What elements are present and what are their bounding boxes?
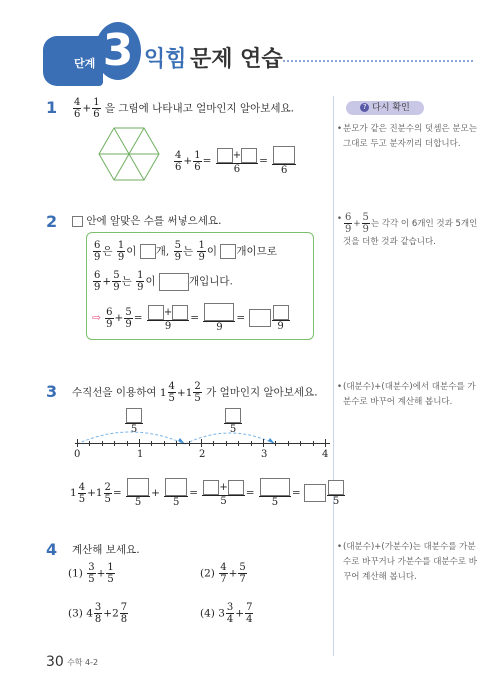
number-line-tick xyxy=(251,441,252,446)
number-line-tick xyxy=(201,439,202,447)
number-line-tick xyxy=(164,441,165,446)
tip-4: • (대분수)+(가분수)는 대분수를 가분수로 바꾸거나 가분수를 대분수로 바꾸어 계산해 봅니다. xyxy=(343,540,483,585)
tick-label-1: 1 xyxy=(137,449,144,460)
tip-3: • (대분수)+(대분수)에서 대분수를 가분수로 바꾸어 계산해 봅니다. xyxy=(343,380,483,410)
number-line-tick xyxy=(89,441,90,446)
number-line-tick xyxy=(313,441,314,446)
number-line-tick xyxy=(288,441,289,446)
number-line-tick xyxy=(189,441,190,446)
number-line-tick xyxy=(275,441,276,446)
question-2-line-2: $\frac{6}{9}$ + $\frac{5}{9}$ 는 $\frac{1}{9}$ 이 개입니다. xyxy=(94,270,233,293)
arrow-icon: ⇨ xyxy=(92,312,101,324)
answer-box[interactable] xyxy=(220,244,236,259)
number-line-tick xyxy=(213,441,214,446)
question-2-label: 안에 알맞은 수를 써넣으세요. xyxy=(86,215,222,227)
page-number: 30 xyxy=(46,654,64,670)
question-1-label: 을 그림에 나타내고 얼마인지 알아보세요. xyxy=(104,102,295,115)
stage-number: 3 xyxy=(95,22,141,80)
question-2-text xyxy=(72,213,221,228)
question-3-number: 3 xyxy=(46,382,58,401)
arc-label-2: 5 xyxy=(223,408,243,435)
question-4-text: 계산해 보세요. xyxy=(72,544,140,556)
tip-1: • 분모가 같은 진분수의 덧셈은 분모는 그대로 두고 분자끼리 더합니다. xyxy=(343,122,483,152)
number-line-tick xyxy=(127,441,128,446)
tip-2-text: 는 각각 이 6개인 것과 5개인 것을 더한 것과 같습니다. xyxy=(343,219,478,247)
tick-label-0: 0 xyxy=(74,449,81,460)
arc-label-1: 5 xyxy=(124,408,144,435)
question-1-number: 1 xyxy=(46,98,58,117)
number-line-tick xyxy=(77,439,78,447)
hexagon-figure xyxy=(98,126,160,182)
answer-box[interactable] xyxy=(159,273,189,291)
number-line-tick xyxy=(139,439,140,447)
stage-label: 단계 xyxy=(74,57,96,70)
question-2-number: 2 xyxy=(46,212,58,231)
tick-label-2: 2 xyxy=(199,449,206,460)
problem-4: (4) 3 $\frac{3}{4}$ + $\frac{7}{4}$ xyxy=(200,602,253,625)
tip-2: • $\frac{6}{9}$ + $\frac{5}{9}$ 는 각각 이 6개인 것과 5개인 것을 더한 것과 같습니다. xyxy=(343,212,483,250)
number-line-tick xyxy=(176,441,177,446)
title-rest: 문제 연습 xyxy=(190,47,283,72)
jump-arrows xyxy=(75,418,295,446)
tick-label-3: 3 xyxy=(261,449,268,460)
number-line-tick xyxy=(300,441,301,446)
question-1-expression: $\frac{4}{6}$ + $\frac{1}{6}$ = $\frac{+}{6}$ = 6 xyxy=(173,146,297,176)
question-3-text: 수직선을 이용하여 1 $\frac{4}{5}$ +1 $\frac{2}{5}$ 가 얼마인지 알아보세요. xyxy=(72,381,318,404)
question-4-number: 4 xyxy=(46,540,58,559)
answer-box[interactable] xyxy=(140,244,156,259)
check-label: 다시 확인 xyxy=(372,103,410,113)
number-line-tick xyxy=(238,441,239,446)
title-highlight: 익힘 xyxy=(144,47,187,72)
number-line-tick xyxy=(263,439,264,447)
question-1-text: $\frac{4}{6}$ + $\frac{1}{6}$ 을 그림에 나타내고 얼마인지 알아보세요. xyxy=(74,97,295,120)
number-line-tick xyxy=(151,441,152,446)
title-divider xyxy=(283,60,473,62)
number-line-tick xyxy=(114,441,115,446)
problem-1: (1) $\frac{3}{5}$ + $\frac{1}{5}$ xyxy=(68,562,114,585)
number-line-tick xyxy=(325,439,326,447)
tick-label-4: 4 xyxy=(322,449,329,460)
number-line-tick xyxy=(226,441,227,446)
footer-subject: 수학 4-2 xyxy=(67,658,99,667)
question-2-line-1: $\frac{6}{9}$ 은 $\frac{1}{9}$ 이 개, $\frac{5}{9}$ 는 $\frac{1}{9}$ 이 개이므로 xyxy=(94,240,277,263)
question-2-line-3: ⇨ $\frac{6}{9}$ + $\frac{5}{9}$ = $\frac{+}{9}$ = 9 = 9 xyxy=(92,303,291,333)
sidebar-divider xyxy=(333,96,334,656)
question-3-expression: 1 $\frac{4}{5}$ +1 $\frac{2}{5}$ = 5 + 5 = $\frac{+}{5}$ = 5 = 5 xyxy=(70,478,346,508)
number-line-tick xyxy=(102,441,103,446)
answer-box-icon xyxy=(72,216,83,227)
check-badge xyxy=(346,101,424,115)
problem-3: (3) 4 $\frac{3}{8}$ +2 $\frac{7}{8}$ xyxy=(68,602,128,625)
problem-2: (2) $\frac{4}{7}$ + $\frac{5}{7}$ xyxy=(200,562,246,585)
question-icon: ? xyxy=(360,103,369,112)
